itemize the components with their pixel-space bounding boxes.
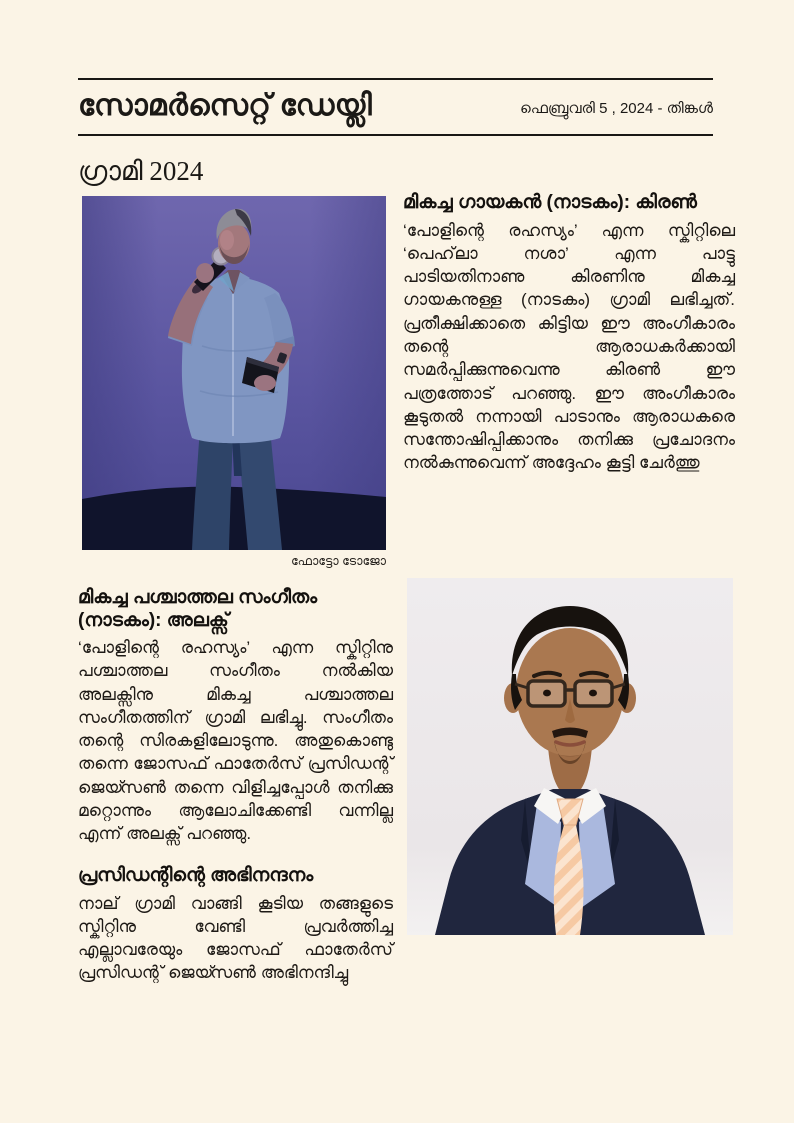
article-columns bbox=[78, 192, 735, 985]
right-column bbox=[403, 192, 735, 935]
president-portrait-illustration bbox=[407, 578, 733, 935]
masthead bbox=[78, 78, 713, 136]
left-column bbox=[78, 192, 393, 985]
singer-on-stage-illustration bbox=[82, 196, 386, 550]
article-body: നാല് ഗ്രാമി വാങ്ങി കൂടിയ തങ്ങളുടെ സ്കിറ്റിനു വേണ്ടി പ്രവർത്തിച്ച എല്ലാവരേയും ജോസഫ് ഫാതേർസ് പ്രസിഡന്റ് ജെയ്സൺ അഭിനന്ദിച്ചു bbox=[78, 893, 393, 983]
stage-photo bbox=[82, 196, 386, 569]
article-headline: പ്രസിഡന്റിന്റെ അഭിനന്ദനം bbox=[78, 865, 314, 886]
article-headline: മികച്ച ഗായകൻ (നാടകം): കിരൺ bbox=[403, 192, 698, 213]
article-body: ‘പോളിന്റെ രഹസ്യം’ എന്ന സ്കിറ്റിനു പശ്ചാത്തല സംഗീതം നൽകിയ അലക്സിനു മികച്ച പശ്ചാത്തല സംഗീതത്തിന് ഗ്രാമി ലഭിച്ചു. സംഗീതം തന്റെ സിരകളിലോടുന്നു. അതുകൊണ്ടു തന്നെ ജോസഫ് ഫാതേർസ് പ്രസിഡന്റ് ജെയ്സൺ തന്നെ വിളിച്ചപ്പോൾ തനിക്കു മറ്റൊന്നും ആലോചിക്കേണ്ടി വന്നില്ല എന്ന് അലക്സ് പറഞ്ഞു. bbox=[78, 638, 393, 844]
newspaper-title: സോമർസെറ്റ് ഡേയ്ലി bbox=[78, 89, 372, 122]
section-heading: ഗ്രാമി 2024 bbox=[78, 156, 204, 186]
article-headline: മികച്ച പശ്ചാത്തല സംഗീതം (നാടകം): അലക്സ് bbox=[78, 587, 318, 631]
article-best-singer bbox=[403, 192, 735, 558]
article-president-congratulations bbox=[78, 865, 393, 985]
article-background-score bbox=[78, 587, 393, 849]
president-photo bbox=[407, 578, 733, 935]
article-body: ‘പോളിന്റെ രഹസ്യം’ എന്ന സ്കിറ്റിലെ ‘പെഹ്‌ലാ നശാ’ എന്ന പാട്ടു പാടിയതിനാണു കിരണിനു മികച്ച ഗായകനുള്ള (നാടകം) ഗ്രാമി ലഭിച്ചത്. പ്രതീക്ഷിക്കാതെ കിട്ടിയ ഈ അംഗീകാരം തന്റെ ആരാധകർക്കായി സമർപ്പിക്കുന്നുവെന്നു കിരൺ ഈ പത്രത്തോട് പറഞ്ഞു. ഈ അംഗീകാരം കൂടുതൽ നന്നായി പാടാനും ആരാധകരെ സന്തോഷിപ്പിക്കാനും തനിക്കു പ്രചോദനം നൽകുന്നുവെന്ന് അദ്ദേഹം കൂട്ടി ചേർത്തു bbox=[403, 220, 735, 473]
issue-date: ഫെബ്രുവരി 5 , 2024 - തിങ്കൾ bbox=[520, 100, 713, 117]
photo-credit: ഫോട്ടോ ടോജോ bbox=[290, 554, 386, 568]
